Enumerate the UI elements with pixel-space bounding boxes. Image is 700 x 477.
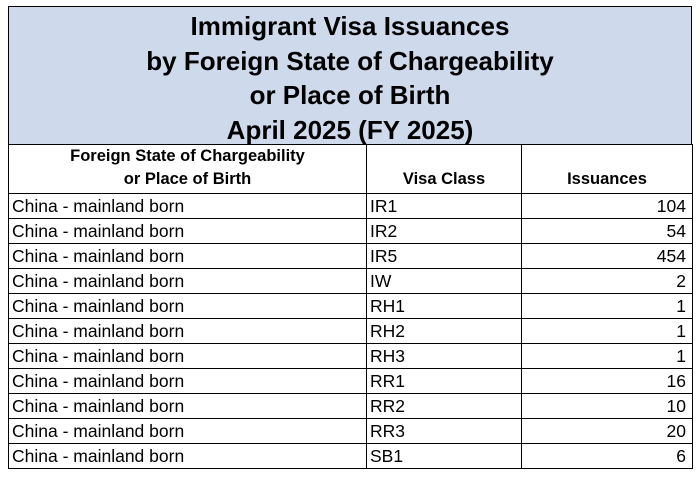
header-foreign-state-line-1: Foreign State of Chargeability	[70, 147, 305, 165]
cell-foreign-state: China - mainland born	[9, 194, 367, 219]
table-row	[9, 194, 693, 219]
title-line-4: April 2025 (FY 2025)	[226, 114, 474, 145]
header-issuances: Issuances	[522, 145, 693, 194]
cell-visa-class: RH2	[367, 319, 522, 344]
cell-issuances: 54	[522, 219, 693, 244]
title-line-3: or Place of Birth	[249, 80, 451, 110]
cell-issuances: 16	[522, 369, 693, 394]
cell-visa-class: SB1	[367, 444, 522, 469]
cell-visa-class: RR3	[367, 419, 522, 444]
table-row	[9, 294, 693, 319]
title-line-2: by Foreign State of Chargeability	[146, 45, 554, 76]
cell-visa-class: IW	[367, 269, 522, 294]
header-foreign-state	[9, 145, 367, 194]
report-sheet	[8, 6, 692, 469]
cell-foreign-state: China - mainland born	[9, 394, 367, 419]
table-row	[9, 219, 693, 244]
report-title	[8, 6, 692, 144]
cell-issuances: 10	[522, 394, 693, 419]
cell-foreign-state: China - mainland born	[9, 344, 367, 369]
cell-issuances: 1	[522, 294, 693, 319]
cell-foreign-state: China - mainland born	[9, 244, 367, 269]
cell-visa-class: IR1	[367, 194, 522, 219]
table-body	[9, 194, 693, 469]
table-row	[9, 244, 693, 269]
title-line-1: Immigrant Visa Issuances	[190, 11, 510, 41]
table-row	[9, 419, 693, 444]
cell-foreign-state: China - mainland born	[9, 319, 367, 344]
cell-issuances: 2	[522, 269, 693, 294]
cell-foreign-state: China - mainland born	[9, 369, 367, 394]
table-header-row	[9, 145, 693, 194]
cell-issuances: 1	[522, 344, 693, 369]
cell-foreign-state: China - mainland born	[9, 219, 367, 244]
cell-foreign-state: China - mainland born	[9, 269, 367, 294]
table-row	[9, 394, 693, 419]
cell-visa-class: RR2	[367, 394, 522, 419]
table-row	[9, 444, 693, 469]
cell-visa-class: RR1	[367, 369, 522, 394]
issuance-table	[8, 144, 693, 469]
cell-issuances: 6	[522, 444, 693, 469]
table-row	[9, 319, 693, 344]
cell-issuances: 104	[522, 194, 693, 219]
cell-foreign-state: China - mainland born	[9, 419, 367, 444]
cell-issuances: 454	[522, 244, 693, 269]
cell-visa-class: RH3	[367, 344, 522, 369]
header-visa-class: Visa Class	[367, 145, 522, 194]
cell-foreign-state: China - mainland born	[9, 444, 367, 469]
cell-foreign-state: China - mainland born	[9, 294, 367, 319]
table-row	[9, 369, 693, 394]
cell-visa-class: RH1	[367, 294, 522, 319]
cell-issuances: 20	[522, 419, 693, 444]
table-row	[9, 269, 693, 294]
header-foreign-state-line-2: or Place of Birth	[123, 170, 252, 188]
cell-issuances: 1	[522, 319, 693, 344]
cell-visa-class: IR5	[367, 244, 522, 269]
cell-visa-class: IR2	[367, 219, 522, 244]
table-row	[9, 344, 693, 369]
